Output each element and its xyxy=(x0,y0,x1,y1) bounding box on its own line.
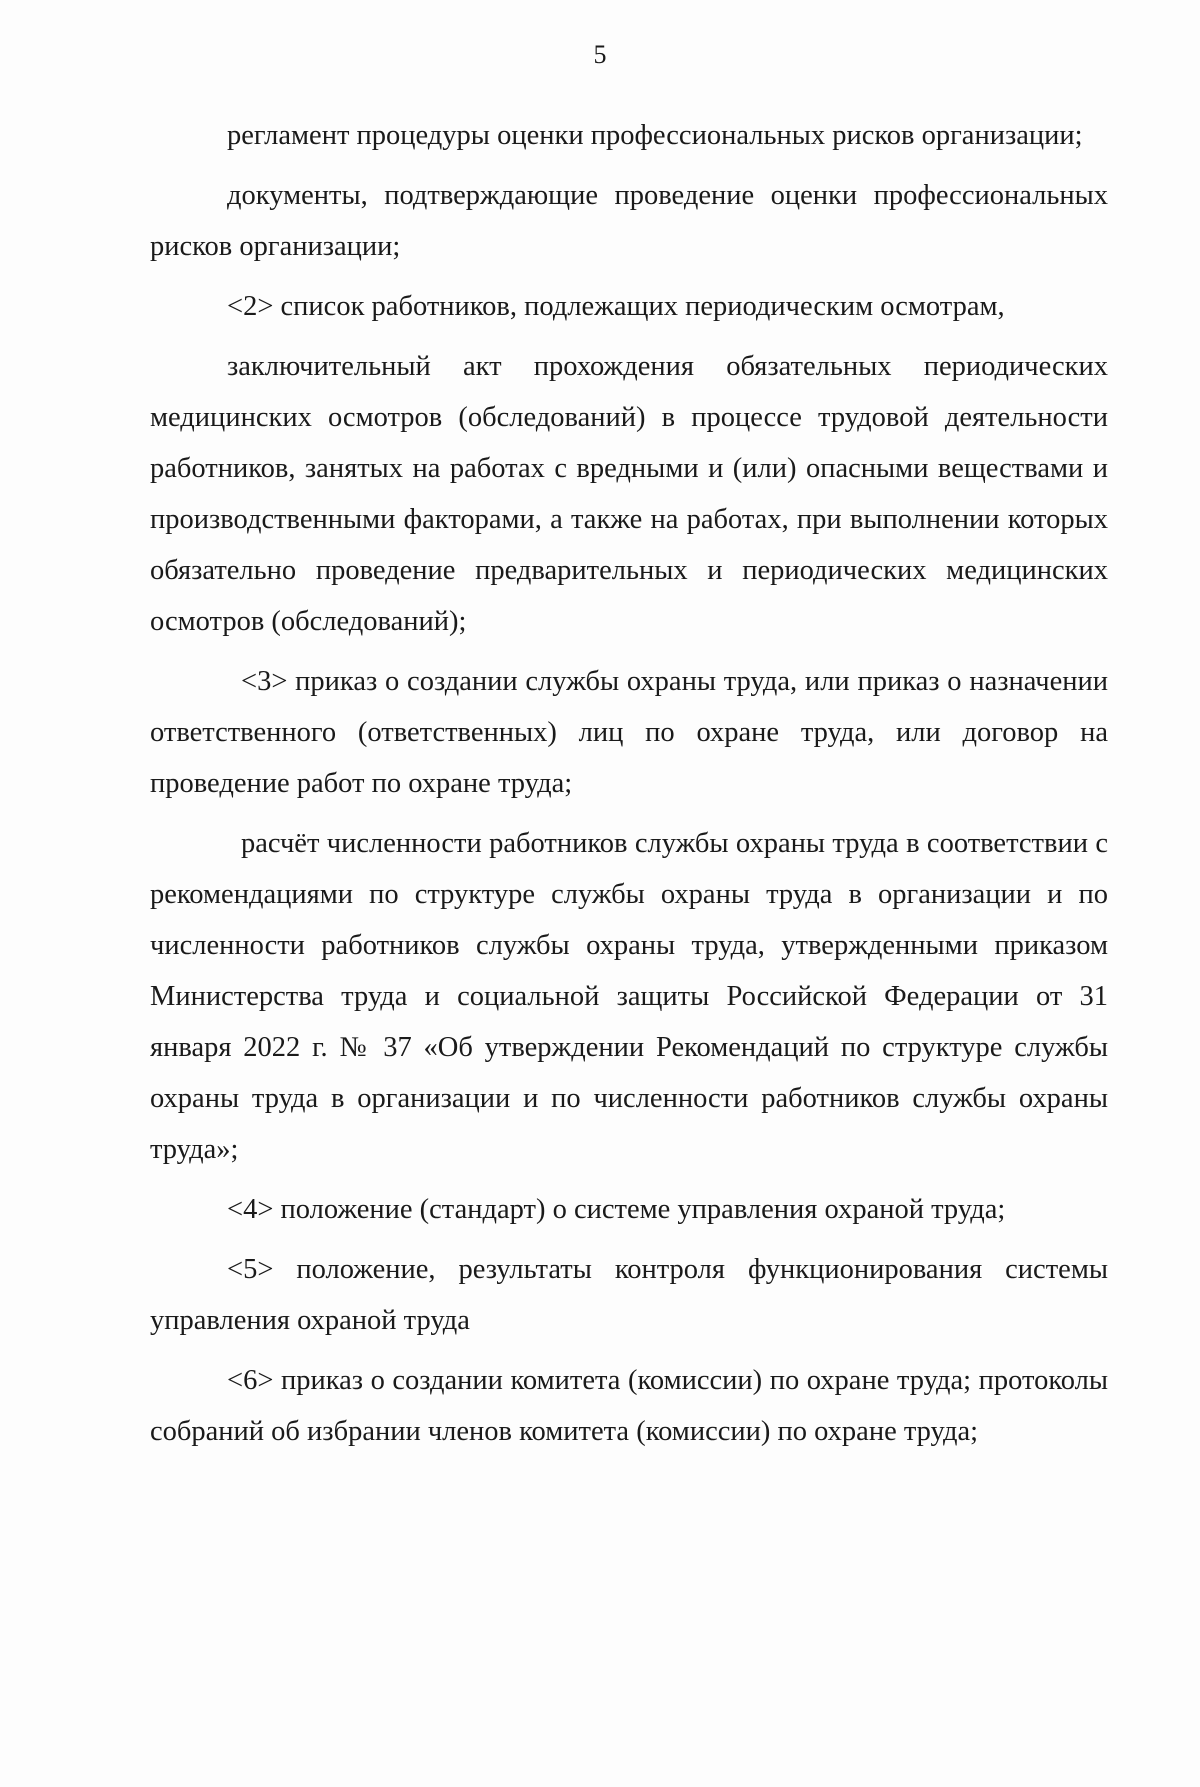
document-body xyxy=(150,110,1108,1466)
paragraph-note-2-employee-list: <2> список работников, подлежащих периодическим осмотрам, xyxy=(227,291,1005,322)
paragraph-medical-examination-act: заключительный акт прохождения обязательных периодических медицинских осмотров (обследований) в процессе трудовой деятельности работников, занятых на работах с вредными и (или) опасными веществами и производственными факторами, а также на работах, при выполнении которых обязательно проведение предварительных и периодических медицинских осмотров (обследований); xyxy=(150,351,1108,637)
page-number: 5 xyxy=(593,40,607,69)
paragraph-risk-assessment-regulation: регламент процедуры оценки профессиональных рисков организации; xyxy=(227,120,1083,151)
paragraph-risk-assessment-documents: документы, подтверждающие проведение оценки профессиональных рисков организации; xyxy=(150,180,1108,262)
paragraph-note-5-management-system-control: <5> положение, результаты контроля функционирования системы управления охраной труда xyxy=(150,1254,1108,1336)
paragraph-safety-service-staffing-calculation: расчёт численности работников службы охраны труда в соответствии с рекомендациями по структуре службы охраны труда в организации и по численности работников службы охраны труда, утвержденными приказом Министерства труда и социальной защиты Российской Федерации от 31 января 2022 г. № 37 «Об утверждении Рекомендаций по структуре службы охраны труда в организации и по численности работников службы охраны труда»; xyxy=(150,828,1108,1165)
paragraph-note-3-safety-service-order: <3> приказ о создании службы охраны труда, или приказ о назначении ответственного (ответственных) лиц по охране труда, или договор на проведение работ по охране труда; xyxy=(150,666,1108,799)
paragraph-note-4-management-system-regulation: <4> положение (стандарт) о системе управления охраной труда; xyxy=(227,1194,1006,1225)
paragraph-note-6-safety-committee-order: <6> приказ о создании комитета (комиссии) по охране труда; протоколы собраний об избрании членов комитета (комиссии) по охране труда; xyxy=(150,1365,1108,1447)
